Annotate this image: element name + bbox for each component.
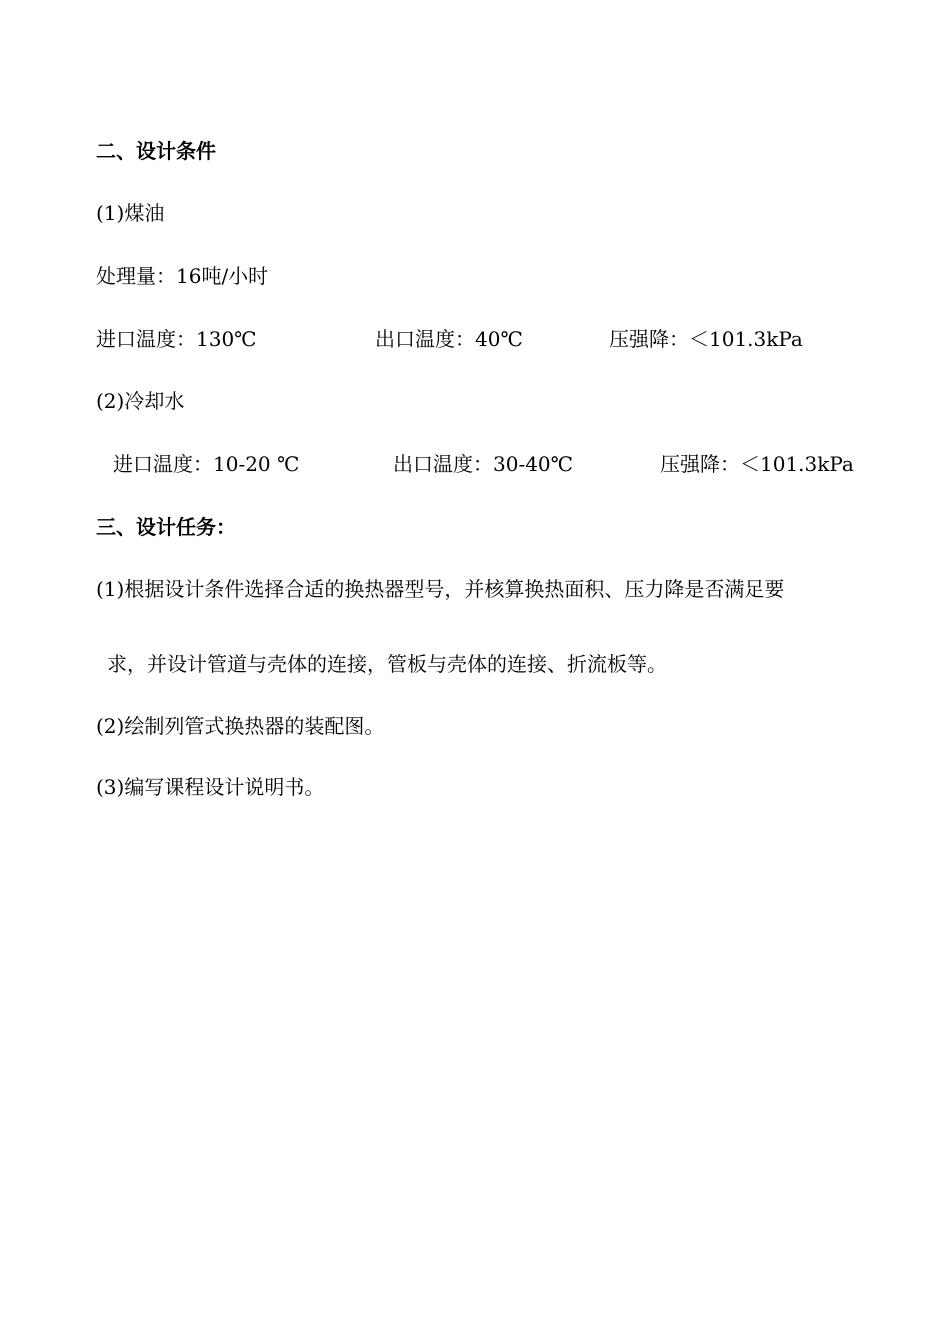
cooling-water-outlet-temp: 出口温度：30-40℃ [393,452,574,476]
task-2: (2)绘制列管式换热器的装配图。 [96,714,385,738]
task-1-line-1: (1)根据设计条件选择合适的换热器型号，并核算换热面积、压力降是否满足要 [96,577,785,601]
cooling-water-conditions-row [0,450,950,478]
section-3-heading: 三、设计任务： [96,515,236,539]
cooling-water-label: (2)冷却水 [96,389,185,413]
cooling-water-pressure-drop: 压强降：＜101.3kPa [660,452,854,476]
kerosene-conditions-row [0,325,950,353]
kerosene-pressure-drop: 压强降：＜101.3kPa [609,327,803,351]
kerosene-outlet-temp: 出口温度：40℃ [375,327,523,351]
cooling-water-inlet-temp: 进口温度：10-20 ℃ [113,452,300,476]
task-1-line-2: 求，并设计管道与壳体的连接，管板与壳体的连接、折流板等。 [107,652,667,676]
kerosene-inlet-temp: 进口温度：130℃ [96,327,257,351]
section-2-heading: 二、设计条件 [96,139,216,163]
kerosene-throughput: 处理量：16吨/小时 [96,264,269,288]
kerosene-label: (1)煤油 [96,201,165,225]
task-3: (3)编写课程设计说明书。 [96,775,325,799]
